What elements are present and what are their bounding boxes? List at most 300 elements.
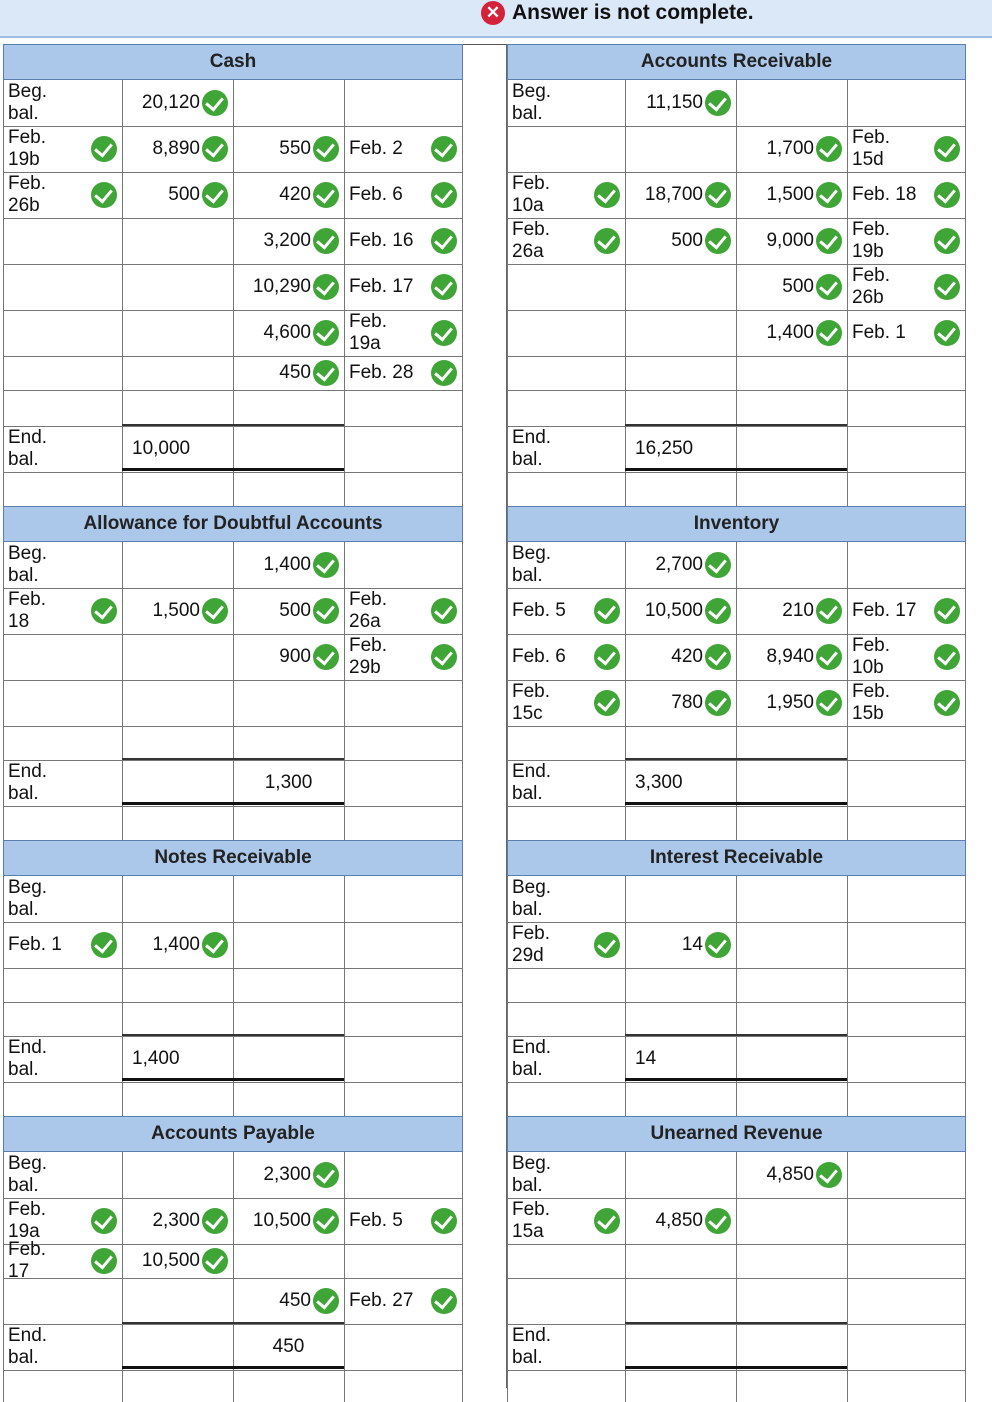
end-balance-label-text: End. bal.	[8, 1325, 48, 1368]
row-divider	[507, 472, 965, 473]
row-divider	[3, 1002, 462, 1003]
entry-label-text: Feb. 1	[8, 934, 62, 955]
column-divider	[344, 542, 345, 842]
credit-amount-text: 2,300	[263, 1164, 311, 1185]
entry-label[interactable]	[8, 542, 117, 588]
check-icon	[594, 1208, 620, 1234]
column-divider	[233, 1152, 234, 1402]
debit-amount[interactable]	[630, 680, 731, 726]
entry-label[interactable]	[8, 126, 117, 172]
entry-reference-text: Feb. 1	[852, 322, 906, 343]
check-icon	[202, 136, 228, 162]
entry-label[interactable]	[8, 588, 117, 634]
debit-amount[interactable]	[630, 80, 731, 126]
entry-label[interactable]	[512, 1198, 620, 1244]
entry-label[interactable]	[8, 1152, 117, 1198]
check-icon	[313, 320, 339, 346]
credit-amount[interactable]	[238, 310, 339, 356]
entry-label-text: Feb. 29d	[512, 923, 551, 966]
check-icon	[594, 932, 620, 958]
entry-label-text: Feb. 19b	[8, 127, 47, 170]
entry-label-text: Feb. 26b	[8, 173, 47, 216]
column-divider	[122, 542, 123, 842]
entry-label-text: Beg. bal.	[8, 1153, 48, 1196]
column-divider	[625, 80, 626, 508]
credit-amount-text: 1,400	[263, 554, 311, 575]
debit-amount-text: 10,500	[141, 1250, 200, 1271]
entry-reference-text: Feb. 15b	[852, 681, 891, 724]
check-icon	[705, 228, 731, 254]
end-balance-label	[8, 426, 117, 472]
credit-amount-text: 10,500	[252, 1210, 311, 1231]
row-divider	[3, 806, 462, 807]
credit-amount-text: 450	[279, 1290, 311, 1311]
credit-amount[interactable]	[238, 126, 339, 172]
check-icon	[934, 182, 960, 208]
column-divider	[3, 80, 4, 508]
column-divider	[965, 80, 966, 508]
check-icon	[313, 1208, 339, 1234]
debit-amount-text: 11,150	[646, 92, 703, 113]
check-icon	[431, 644, 457, 670]
end-balance-label	[8, 760, 117, 806]
debit-amount-text: 780	[671, 692, 703, 713]
end-balance-label-text: End. bal.	[512, 1037, 552, 1080]
column-divider	[122, 80, 123, 508]
credit-amount[interactable]	[741, 1152, 842, 1198]
entry-reference-text: Feb. 16	[349, 230, 414, 251]
credit-amount-text: 10,290	[252, 276, 311, 297]
check-icon	[594, 598, 620, 624]
entry-reference-text: Feb. 26b	[852, 265, 891, 308]
check-icon	[202, 598, 228, 624]
end-balance-rule	[625, 1366, 847, 1369]
check-icon	[705, 598, 731, 624]
row-divider	[3, 390, 462, 391]
entry-reference[interactable]	[349, 356, 457, 390]
entry-label[interactable]	[512, 634, 620, 680]
debit-amount[interactable]	[630, 218, 731, 264]
check-icon	[705, 182, 731, 208]
credit-amount-text: 420	[279, 184, 311, 205]
credit-amount-text: 1,700	[766, 138, 814, 159]
entry-reference[interactable]	[852, 264, 960, 310]
check-icon	[313, 552, 339, 578]
entry-reference[interactable]	[349, 172, 457, 218]
entry-reference[interactable]	[852, 218, 960, 264]
column-divider	[847, 80, 848, 508]
entry-label[interactable]	[512, 588, 620, 634]
entry-reference-text: Feb. 27	[349, 1290, 414, 1311]
credit-amount[interactable]	[741, 264, 842, 310]
account-title-0: Cash	[3, 44, 463, 80]
debit-amount[interactable]	[127, 588, 228, 634]
credit-amount-text: 3,200	[263, 230, 311, 251]
credit-amount-text: 450	[279, 362, 311, 383]
account-title-7: Unearned Revenue	[507, 1116, 966, 1152]
check-icon	[313, 274, 339, 300]
banner-content	[481, 1, 754, 25]
entry-reference[interactable]	[349, 126, 457, 172]
entry-reference-text: Feb. 2	[349, 138, 403, 159]
check-icon	[934, 598, 960, 624]
check-icon	[816, 598, 842, 624]
entry-reference[interactable]	[852, 634, 960, 680]
check-icon	[313, 228, 339, 254]
credit-amount[interactable]	[238, 1198, 339, 1244]
entry-label[interactable]	[8, 1239, 117, 1282]
check-icon	[594, 228, 620, 254]
check-icon	[202, 182, 228, 208]
check-icon	[816, 644, 842, 670]
check-icon	[594, 644, 620, 670]
entry-label[interactable]	[512, 680, 620, 726]
entry-label-text: Feb. 15a	[512, 1199, 551, 1242]
debit-amount-text: 420	[671, 646, 703, 667]
column-divider	[462, 1152, 463, 1402]
check-icon	[705, 932, 731, 958]
row-divider	[3, 1370, 462, 1371]
end-balance-label-text: End. bal.	[8, 761, 48, 804]
column-divider	[3, 542, 4, 842]
check-icon	[816, 228, 842, 254]
end-balance-label-text: End. bal.	[8, 1037, 48, 1080]
check-icon	[313, 598, 339, 624]
credit-amount[interactable]	[238, 542, 339, 588]
entry-label-text: Beg. bal.	[512, 543, 552, 586]
end-balance-label	[8, 1324, 117, 1370]
check-icon	[431, 598, 457, 624]
entry-reference-text: Feb. 18	[852, 184, 917, 205]
row-divider	[507, 390, 965, 391]
debit-amount-text: 500	[671, 230, 703, 251]
check-icon	[705, 90, 731, 116]
debit-amount-text: 1,400	[152, 934, 200, 955]
debit-amount[interactable]	[127, 172, 228, 218]
check-icon	[431, 1288, 457, 1314]
check-icon	[431, 360, 457, 386]
check-icon	[705, 1208, 731, 1234]
check-icon	[91, 1208, 117, 1234]
column-divider	[462, 80, 463, 508]
check-icon	[91, 932, 117, 958]
total-rule	[625, 1322, 847, 1324]
column-divider	[847, 542, 848, 842]
check-icon	[431, 1208, 457, 1234]
credit-amount[interactable]	[741, 126, 842, 172]
entry-label-text: Feb. 5	[512, 600, 566, 621]
entry-label[interactable]	[512, 542, 620, 588]
check-icon	[313, 182, 339, 208]
end-balance-debit: 16,250	[635, 438, 694, 459]
row-divider	[507, 1002, 965, 1003]
entry-reference[interactable]	[349, 310, 457, 356]
check-icon	[313, 1288, 339, 1314]
entry-label[interactable]	[8, 1198, 117, 1244]
credit-amount[interactable]	[741, 680, 842, 726]
account-title-6: Accounts Payable	[3, 1116, 463, 1152]
entry-reference-text: Feb. 19a	[349, 311, 388, 354]
column-divider	[965, 1152, 966, 1402]
entry-label-text: Beg. bal.	[512, 1153, 552, 1196]
banner-text: Answer is not complete.	[512, 1, 754, 24]
credit-amount[interactable]	[741, 634, 842, 680]
row-divider	[507, 1082, 965, 1083]
entry-label-text: Feb. 19a	[8, 1199, 47, 1242]
end-balance-credit: 1,300	[264, 772, 313, 793]
check-icon	[816, 320, 842, 346]
end-balance-debit: 3,300	[635, 772, 683, 793]
entry-label-text: Beg. bal.	[8, 877, 48, 920]
end-balance-label-text: End. bal.	[512, 427, 552, 470]
entry-reference-text: Feb. 10b	[852, 635, 891, 678]
end-balance-label	[512, 426, 620, 472]
debit-amount[interactable]	[127, 126, 228, 172]
entry-reference[interactable]	[852, 680, 960, 726]
entry-reference[interactable]	[349, 634, 457, 680]
entry-label[interactable]	[512, 876, 620, 922]
check-icon	[816, 1162, 842, 1188]
column-divider	[344, 80, 345, 508]
credit-amount-text: 1,950	[766, 692, 814, 713]
entry-label-text: Feb. 18	[8, 589, 47, 632]
check-icon	[934, 644, 960, 670]
column-divider	[507, 1152, 508, 1402]
end-balance-label-text: End. bal.	[512, 761, 552, 804]
answer-status-banner	[0, 0, 992, 38]
check-icon	[934, 690, 960, 716]
entry-reference-text: Feb. 15d	[852, 127, 891, 170]
column-divider	[344, 1152, 345, 1402]
credit-amount[interactable]	[741, 172, 842, 218]
credit-amount[interactable]	[238, 588, 339, 634]
end-balance-debit: 10,000	[132, 438, 191, 459]
entry-label-text: Beg. bal.	[512, 877, 552, 920]
check-icon	[934, 228, 960, 254]
check-icon	[816, 690, 842, 716]
debit-amount[interactable]	[127, 1244, 228, 1278]
entry-label[interactable]	[512, 922, 620, 968]
check-icon	[816, 182, 842, 208]
end-balance-label-text: End. bal.	[8, 427, 48, 470]
check-icon	[91, 598, 117, 624]
credit-amount-text: 9,000	[766, 230, 814, 251]
row-divider	[3, 472, 462, 473]
entry-label[interactable]	[512, 1152, 620, 1198]
debit-amount-text: 14	[681, 934, 703, 955]
entry-reference[interactable]	[349, 218, 457, 264]
check-icon	[816, 136, 842, 162]
error-x-icon: ✕	[481, 1, 505, 25]
row-divider	[507, 1370, 965, 1371]
entry-label[interactable]	[512, 218, 620, 264]
debit-amount-text: 500	[168, 184, 200, 205]
column-divider	[507, 542, 508, 842]
credit-amount[interactable]	[238, 356, 339, 390]
credit-amount-text: 4,850	[766, 1164, 814, 1185]
credit-amount[interactable]	[238, 172, 339, 218]
debit-amount[interactable]	[630, 588, 731, 634]
check-icon	[431, 320, 457, 346]
end-balance-label	[512, 760, 620, 806]
row-divider	[507, 1278, 965, 1279]
account-title-3: Inventory	[507, 506, 966, 542]
credit-amount-text: 500	[279, 600, 311, 621]
row-divider	[507, 806, 965, 807]
debit-amount[interactable]	[630, 542, 731, 588]
check-icon	[91, 1248, 117, 1274]
end-balance-label	[512, 1324, 620, 1370]
check-icon	[431, 136, 457, 162]
column-divider	[233, 80, 234, 508]
entry-reference[interactable]	[349, 588, 457, 634]
debit-amount[interactable]	[630, 634, 731, 680]
entry-label-text: Feb. 15c	[512, 681, 551, 724]
debit-amount-text: 8,890	[152, 138, 200, 159]
debit-amount[interactable]	[630, 172, 731, 218]
credit-amount-text: 500	[782, 276, 814, 297]
check-icon	[705, 552, 731, 578]
column-divider	[462, 876, 463, 1118]
check-icon	[934, 320, 960, 346]
debit-amount[interactable]	[127, 1198, 228, 1244]
credit-amount[interactable]	[741, 588, 842, 634]
entry-reference-text: Feb. 17	[349, 276, 414, 297]
account-title-1: Accounts Receivable	[507, 44, 966, 80]
column-divider	[625, 542, 626, 842]
check-icon	[313, 360, 339, 386]
check-icon	[202, 1208, 228, 1234]
entry-label[interactable]	[8, 876, 117, 922]
debit-amount-text: 1,500	[152, 600, 200, 621]
credit-amount-text: 4,600	[263, 322, 311, 343]
entry-reference[interactable]	[852, 126, 960, 172]
debit-amount-text: 2,700	[655, 554, 703, 575]
entry-label[interactable]	[512, 80, 620, 126]
credit-amount-text: 1,400	[766, 322, 814, 343]
column-divider	[847, 1152, 848, 1402]
check-icon	[431, 274, 457, 300]
entry-reference[interactable]	[852, 588, 960, 634]
entry-label-text: Feb. 6	[512, 646, 566, 667]
entry-label[interactable]	[8, 172, 117, 218]
column-divider	[736, 80, 737, 508]
check-icon	[934, 136, 960, 162]
entry-reference[interactable]	[852, 172, 960, 218]
row-divider	[3, 680, 462, 681]
column-divider	[462, 542, 463, 842]
column-divider	[507, 80, 508, 508]
column-divider	[736, 1152, 737, 1402]
end-balance-credit: 450	[272, 1336, 305, 1357]
debit-amount[interactable]	[127, 922, 228, 968]
check-icon	[202, 932, 228, 958]
credit-amount-text: 550	[279, 138, 311, 159]
debit-amount[interactable]	[630, 1198, 731, 1244]
credit-amount[interactable]	[238, 634, 339, 680]
row-divider	[3, 726, 462, 727]
account-title-2: Allowance for Doubtful Accounts	[3, 506, 463, 542]
entry-reference-text: Feb. 29b	[349, 635, 388, 678]
entry-label[interactable]	[512, 172, 620, 218]
credit-amount[interactable]	[238, 1278, 339, 1324]
debit-amount-text: 10,500	[644, 600, 703, 621]
check-icon	[313, 136, 339, 162]
entry-label-text: Beg. bal.	[8, 81, 48, 124]
check-icon	[705, 644, 731, 670]
entry-reference[interactable]	[349, 1198, 457, 1244]
column-divider	[3, 1152, 4, 1402]
credit-amount[interactable]	[238, 218, 339, 264]
entry-reference[interactable]	[349, 1278, 457, 1324]
credit-amount[interactable]	[741, 218, 842, 264]
entry-label[interactable]	[8, 80, 117, 126]
entry-reference[interactable]	[349, 264, 457, 310]
check-icon	[91, 136, 117, 162]
entry-label-text: Beg. bal.	[512, 81, 552, 124]
entry-label[interactable]	[8, 922, 117, 968]
end-balance-debit: 1,400	[132, 1048, 180, 1069]
credit-amount[interactable]	[741, 310, 842, 356]
check-icon	[313, 644, 339, 670]
account-title-5: Interest Receivable	[507, 840, 966, 876]
end-balance-label-text: End. bal.	[512, 1325, 552, 1368]
credit-amount[interactable]	[238, 264, 339, 310]
row-divider	[507, 1244, 965, 1245]
debit-amount-text: 20,120	[141, 92, 200, 113]
check-icon	[431, 228, 457, 254]
check-icon	[313, 1162, 339, 1188]
row-divider	[507, 968, 965, 969]
column-divider	[965, 542, 966, 842]
credit-amount[interactable]	[238, 1152, 339, 1198]
entry-reference[interactable]	[852, 310, 960, 356]
column-divider	[233, 542, 234, 842]
row-divider	[507, 356, 965, 357]
column-divider	[122, 1152, 123, 1402]
check-icon	[431, 182, 457, 208]
end-balance-debit: 14	[635, 1048, 657, 1069]
column-divider	[625, 1152, 626, 1402]
debit-amount-text: 18,700	[644, 184, 703, 205]
column-divider	[965, 876, 966, 1118]
column-divider	[736, 542, 737, 842]
row-divider	[507, 726, 965, 727]
debit-amount-text: 4,850	[655, 1210, 703, 1231]
credit-amount-text: 210	[782, 600, 814, 621]
credit-amount-text: 1,500	[766, 184, 814, 205]
entry-reference-text: Feb. 17	[852, 600, 917, 621]
entry-reference-text: Feb. 26a	[349, 589, 388, 632]
check-icon	[202, 90, 228, 116]
entry-reference-text: Feb. 28	[349, 362, 414, 383]
check-icon	[202, 1248, 228, 1274]
check-icon	[934, 274, 960, 300]
debit-amount[interactable]	[127, 80, 228, 126]
entry-reference-text: Feb. 19b	[852, 219, 891, 262]
check-icon	[594, 690, 620, 716]
entry-reference-text: Feb. 5	[349, 1210, 403, 1231]
check-icon	[594, 182, 620, 208]
entry-label-text: Feb. 26a	[512, 219, 551, 262]
entry-reference-text: Feb. 6	[349, 184, 403, 205]
credit-amount-text: 900	[279, 646, 311, 667]
row-divider	[3, 1082, 462, 1083]
credit-amount-text: 8,940	[766, 646, 814, 667]
end-balance-label	[512, 1036, 620, 1082]
debit-amount[interactable]	[630, 922, 731, 968]
account-title-4: Notes Receivable	[3, 840, 463, 876]
